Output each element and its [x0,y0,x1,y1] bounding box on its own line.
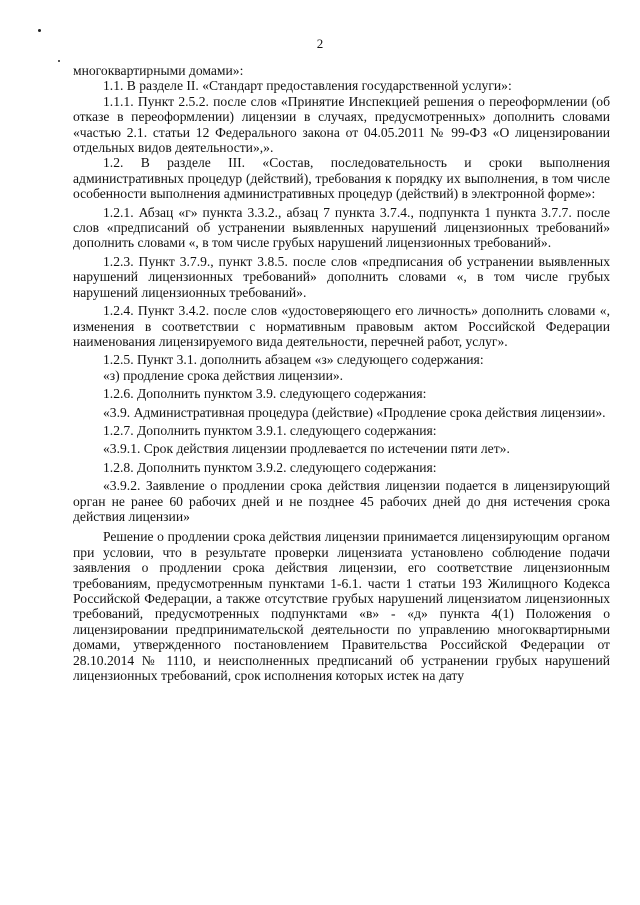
page-number: 2 [316,36,324,51]
paragraph: 1.2.8. Дополнить пунктом 3.9.2. следующего содержания: [103,459,437,475]
scan-speck [58,60,60,62]
document-body [73,63,610,683]
paragraph: Решение о продлении срока действия лицензии принимается лицензирующим органом при условии, что в результате проверки лицензиата установлено соблюдение подачи заявления о продлении срока действия лицензии, его соответствие лицензионным требованиям, предусмотренным пунктами 1-6.1. части 1 статьи 193 Жилищного Кодекса Российской Федерации, а также отсутствие грубых нарушений лицензиатом лицензионных требований, предусмотренных подпунктами «в» - «д» пункта 4(1) Положения о лицензировании предпринимательской деятельности по управлению многоквартирными домами, утвержденного постановлением Правительства Российской Федерации от 28.10.2014 № 1110, и неисполненных предписаний об устранении грубых нарушений лицензионных требований, срок исполнения которых истек на дату [73,529,610,684]
paragraph: 1.2.5. Пункт 3.1. дополнить абзацем «з» следующего содержания: [103,352,484,368]
paragraph: «з) продление срока действия лицензии». [103,367,344,383]
paragraph: 1.1. В разделе II. «Стандарт предоставления государственной услуги»: [103,78,512,94]
paragraph: 1.2.6. Дополнить пунктом 3.9. следующего содержания: [103,386,427,402]
paragraph: 1.2. В разделе III. «Состав, последовательность и сроки выполнения административных процедур (действий), требования к порядку их выполнения, в том числе особенности выполнения административных процедур (действий) в электронной форме»: [73,155,610,202]
paragraph: 1.2.7. Дополнить пунктом 3.9.1. следующего содержания: [103,422,437,438]
paragraph: «3.9. Административная процедура (действие) «Продление срока действия лицензии». [103,404,606,420]
paragraph: 1.1.1. Пункт 2.5.2. после слов «Принятие Инспекцией решения о переоформлении (об отказе в переоформлении) лицензии в случаях, предусмотренных» дополнить словами «частью 2.1. статьи 12 Федерального закона от 04.05.2011 № 99-ФЗ «О лицензировании отдельных видов деятельности»,». [73,93,610,156]
paragraph: 1.2.4. Пункт 3.4.2. после слов «удостоверяющего его личность» дополнить словами «, изменения в соответствии с нормативным правовым актом Российской Федерации наименования лицензируемого вида деятельности, перечней работ, услуг». [73,303,610,349]
paragraph: многоквартирными домами»: [73,63,244,78]
paragraph: 1.2.3. Пункт 3.7.9., пункт 3.8.5. после слов «предписания об устранении выявленных нарушений лицензионных требований» дополнить словами «, в том числе грубых нарушений лицензионных требований». [73,253,610,300]
paragraph: «3.9.2. Заявление о продлении срока действия лицензии подается в лицензирующий орган не ранее 60 рабочих дней и не позднее 45 рабочих дней до дня истечения срока действия лицензии» [73,478,610,524]
paragraph: «3.9.1. Срок действия лицензии продлевается по истечении пяти лет». [103,441,510,457]
paragraph: 1.2.1. Абзац «г» пункта 3.3.2., абзац 7 пункта 3.7.4., подпункта 1 пункта 3.7.7. после слов «предписаний об устранении выявленных нарушений лицензионных требований» дополнить словами «, в том числе грубых нарушений лицензионных требований». [73,204,610,251]
scan-speck [38,29,41,32]
